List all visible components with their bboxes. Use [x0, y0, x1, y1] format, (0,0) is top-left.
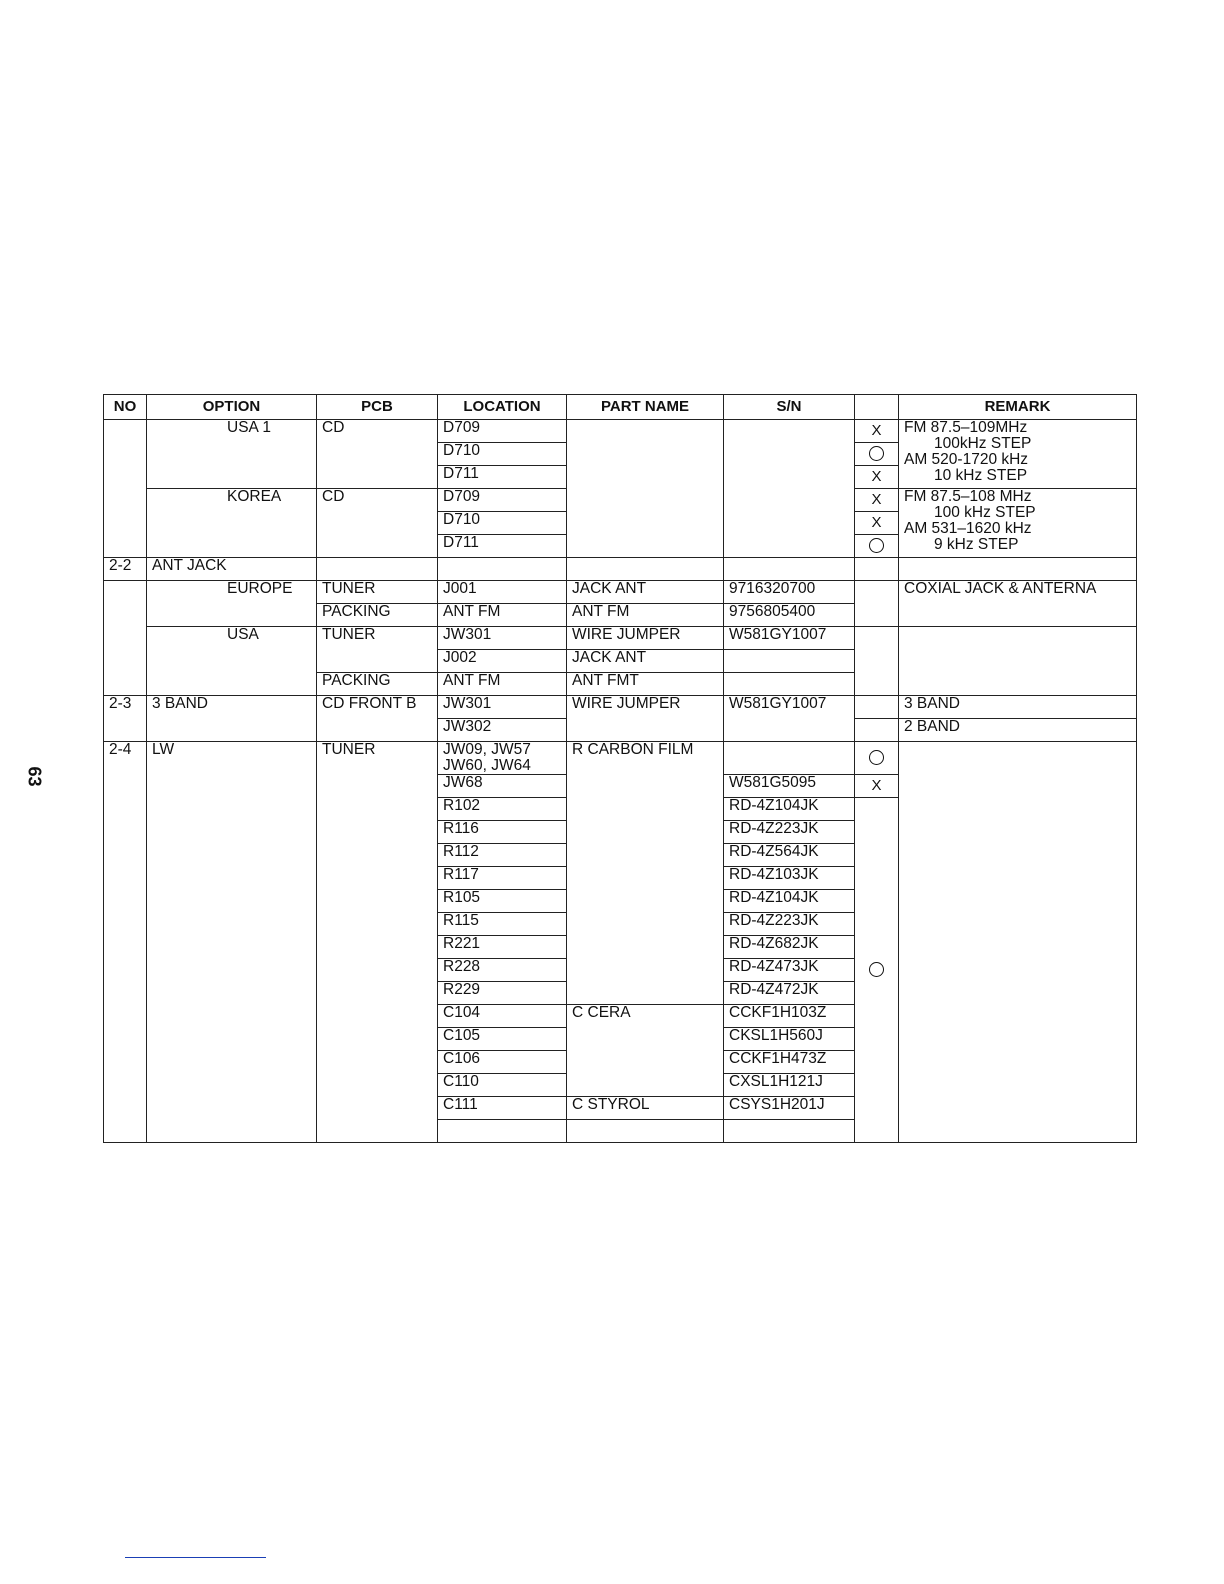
sn-cell: RD-4Z223JK — [724, 821, 855, 844]
option-cell: USA 1 — [147, 420, 317, 489]
mark-cell — [855, 798, 899, 1143]
table-row — [104, 558, 1137, 581]
pcb-cell: PACKING — [317, 604, 438, 627]
pcb-cell: TUNER — [317, 627, 438, 673]
sn-cell: CCKF1H103Z — [724, 1005, 855, 1028]
circle-mark-icon — [869, 446, 884, 461]
sn-cell: RD-4Z223JK — [724, 913, 855, 936]
location-cell — [438, 1120, 567, 1143]
part-name-cell: WIRE JUMPER — [567, 696, 724, 742]
remark-line: 10 kHz STEP — [934, 467, 1028, 484]
header-remark: REMARK — [899, 395, 1137, 420]
location-cell: R115 — [438, 913, 567, 936]
sn-cell — [724, 1120, 855, 1143]
circle-mark-icon — [869, 538, 884, 553]
header-location: LOCATION — [438, 395, 567, 420]
sn-cell: 9756805400 — [724, 604, 855, 627]
parts-option-table — [103, 394, 1137, 1143]
mark-cell — [855, 742, 899, 775]
mark-cell — [855, 581, 899, 627]
remark-cell — [899, 420, 1137, 489]
no-cell: 2-4 — [104, 742, 147, 1143]
table-row — [104, 420, 1137, 443]
sn-cell: RD-4Z564JK — [724, 844, 855, 867]
location-cell: R117 — [438, 867, 567, 890]
header-option: OPTION — [147, 395, 317, 420]
sn-cell: W581GY1007 — [724, 627, 855, 650]
pcb-cell: CD FRONT B — [317, 696, 438, 742]
part-name-cell — [567, 420, 724, 558]
header-mark — [855, 395, 899, 420]
table-row — [104, 696, 1137, 719]
location-cell: JW302 — [438, 719, 567, 742]
header-pcb: PCB — [317, 395, 438, 420]
pcb-cell: PACKING — [317, 673, 438, 696]
location-cell: R116 — [438, 821, 567, 844]
table-row — [104, 742, 1137, 775]
mark-cell — [855, 558, 899, 581]
location-cell: JW68 — [438, 775, 567, 798]
part-name-cell: JACK ANT — [567, 650, 724, 673]
location-cell: R228 — [438, 959, 567, 982]
remark-line: 100kHz STEP — [934, 435, 1032, 452]
x-mark: X — [871, 422, 882, 439]
sn-cell: CCKF1H473Z — [724, 1051, 855, 1074]
location-cell — [438, 558, 567, 581]
sn-cell: RD-4Z473JK — [724, 959, 855, 982]
mark-cell — [855, 775, 899, 798]
location-cell: R105 — [438, 890, 567, 913]
location-cell: D709 — [438, 489, 567, 512]
option-cell: LW — [147, 742, 317, 1143]
location-cell: D711 — [438, 466, 567, 489]
part-name-cell: R CARBON FILM — [567, 742, 724, 1005]
sn-cell: CKSL1H560J — [724, 1028, 855, 1051]
footer-link-underline — [125, 1557, 266, 1558]
option-cell: KOREA — [147, 489, 317, 558]
remark-line: AM 531–1620 kHz — [904, 520, 1032, 537]
sn-cell: 9716320700 — [724, 581, 855, 604]
sn-cell: W581GY1007 — [724, 696, 855, 742]
part-name-cell — [567, 558, 724, 581]
sn-cell: CXSL1H121J — [724, 1074, 855, 1097]
sn-cell — [724, 420, 855, 558]
location-cell: C110 — [438, 1074, 567, 1097]
no-cell: 2-2 — [104, 558, 147, 581]
mark-cell — [855, 443, 899, 466]
location-cell — [438, 742, 567, 775]
option-cell: EUROPE — [147, 581, 317, 627]
location-cell: C104 — [438, 1005, 567, 1028]
no-cell — [104, 420, 147, 558]
remark-line: 100 kHz STEP — [934, 504, 1036, 521]
header-sn: S/N — [724, 395, 855, 420]
no-cell: 2-3 — [104, 696, 147, 742]
remark-cell: 2 BAND — [899, 719, 1137, 742]
pcb-cell: CD — [317, 489, 438, 558]
mark-cell — [855, 420, 899, 443]
table-row — [104, 627, 1137, 650]
part-name-cell: ANT FMT — [567, 673, 724, 696]
mark-cell — [855, 696, 899, 719]
table-row — [104, 581, 1137, 604]
sn-cell: RD-4Z104JK — [724, 798, 855, 821]
location-cell: C106 — [438, 1051, 567, 1074]
remark-cell — [899, 742, 1137, 1143]
sn-cell: RD-4Z472JK — [724, 982, 855, 1005]
remark-cell — [899, 489, 1137, 558]
mark-cell — [855, 627, 899, 696]
pcb-cell: TUNER — [317, 581, 438, 604]
location-cell: ANT FM — [438, 673, 567, 696]
sn-cell: W581G5095 — [724, 775, 855, 798]
sn-cell: RD-4Z104JK — [724, 890, 855, 913]
header-no: NO — [104, 395, 147, 420]
header-row — [104, 395, 1137, 420]
sn-cell — [724, 673, 855, 696]
location-cell: D710 — [438, 512, 567, 535]
location-cell: C105 — [438, 1028, 567, 1051]
header-part-name: PART NAME — [567, 395, 724, 420]
location-cell: J002 — [438, 650, 567, 673]
part-name-cell — [567, 1120, 724, 1143]
pcb-cell — [317, 558, 438, 581]
location-line: JW09, JW57 — [443, 741, 531, 758]
location-cell: R229 — [438, 982, 567, 1005]
remark-line: FM 87.5–109MHz — [904, 419, 1028, 436]
remark-line: 9 kHz STEP — [934, 536, 1019, 553]
circle-mark-icon — [869, 962, 884, 977]
remark-line: FM 87.5–108 MHz — [904, 488, 1032, 505]
sn-cell: CSYS1H201J — [724, 1097, 855, 1120]
location-cell: J001 — [438, 581, 567, 604]
part-name-cell: WIRE JUMPER — [567, 627, 724, 650]
x-mark: X — [871, 514, 882, 531]
remark-cell: 3 BAND — [899, 696, 1137, 719]
pcb-cell: TUNER — [317, 742, 438, 1143]
sn-cell — [724, 558, 855, 581]
pcb-cell: CD — [317, 420, 438, 489]
mark-cell — [855, 512, 899, 535]
x-mark: X — [871, 777, 882, 794]
location-line: JW60, JW64 — [443, 757, 531, 774]
location-cell: D709 — [438, 420, 567, 443]
option-cell: USA — [147, 627, 317, 696]
option-cell: ANT JACK — [147, 558, 317, 581]
no-cell — [104, 581, 147, 696]
location-cell: D710 — [438, 443, 567, 466]
location-cell: R221 — [438, 936, 567, 959]
remark-cell — [899, 627, 1137, 696]
sn-cell — [724, 650, 855, 673]
x-mark: X — [871, 468, 882, 485]
location-cell: R102 — [438, 798, 567, 821]
mark-cell — [855, 489, 899, 512]
sn-cell: RD-4Z682JK — [724, 936, 855, 959]
location-cell: ANT FM — [438, 604, 567, 627]
part-name-cell: C STYROL — [567, 1097, 724, 1120]
sn-cell: RD-4Z103JK — [724, 867, 855, 890]
part-name-cell: C CERA — [567, 1005, 724, 1097]
location-cell: JW301 — [438, 696, 567, 719]
remark-cell: COXIAL JACK & ANTERNA — [899, 581, 1137, 627]
page-number: 63 — [24, 766, 45, 787]
mark-cell — [855, 719, 899, 742]
part-name-cell: ANT FM — [567, 604, 724, 627]
location-cell: C111 — [438, 1097, 567, 1120]
location-cell: JW301 — [438, 627, 567, 650]
sn-cell — [724, 742, 855, 775]
remark-cell — [899, 558, 1137, 581]
part-name-cell: JACK ANT — [567, 581, 724, 604]
x-mark: X — [871, 491, 882, 508]
mark-cell — [855, 466, 899, 489]
option-cell: 3 BAND — [147, 696, 317, 742]
location-cell: R112 — [438, 844, 567, 867]
circle-mark-icon — [869, 750, 884, 765]
remark-line: AM 520-1720 kHz — [904, 451, 1029, 468]
mark-cell — [855, 535, 899, 558]
location-cell: D711 — [438, 535, 567, 558]
